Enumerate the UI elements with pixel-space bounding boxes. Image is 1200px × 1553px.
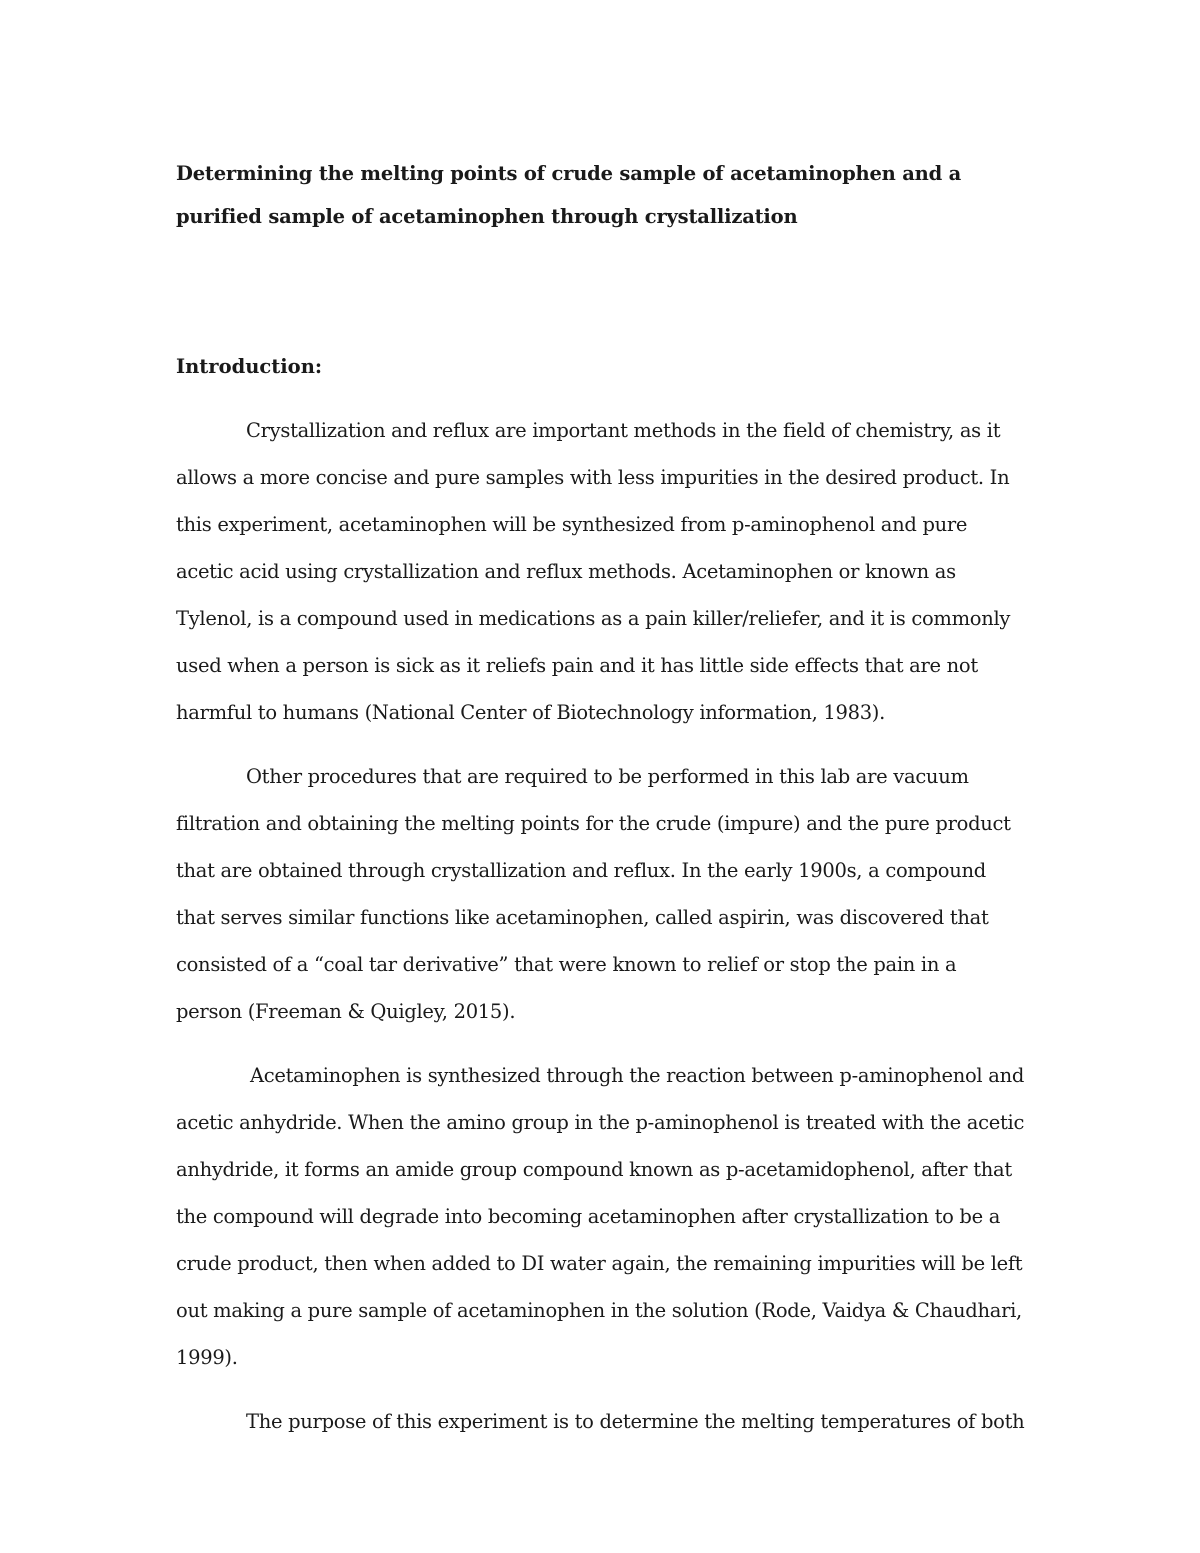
section-heading-introduction: Introduction: [176,355,323,378]
paragraph-4: The purpose of this experiment is to determine the melting temperatures of both [246,1410,1025,1433]
document-body [176,152,1026,1462]
paragraph-1: Crystallization and reflux are important methods in the field of chemistry, as it allows a more concise and pure samples with less impurities in the desired product. In this experiment, acetaminophen will be synthesized from p-aminophenol and pure acetic acid using crystallization and reflux methods. Acetaminophen or known as Tylenol, is a compound used in medications as a pain killer/reliefer, and it is commonly used when a person is sick as it reliefs pain and it has little side effects that are not harmful to humans (National Center of Biotechnology information, 1983). [176,419,1011,724]
document-title: Determining the melting points of crude sample of acetaminophen and a purified sample of acetaminophen through crystallization [176,162,962,228]
paragraph-2: Other procedures that are required to be performed in this lab are vacuum filtration and obtaining the melting points for the crude (impure) and the pure product that are obtained through crystallization and reflux. In the early 1900s, a compound that serves similar functions like acetaminophen, called aspirin, was discovered that consisted of a “coal tar derivative” that were known to relief or stop the pain in a person (Freeman & Quigley, 2015). [176,765,1011,1023]
paragraph-3: Acetaminophen is synthesized through the reaction between p-aminophenol and acetic anhydride. When the amino group in the p-aminophenol is treated with the acetic anhydride, it forms an amide group compound known as p-acetamidophenol, after that the compound will degrade into becoming acetaminophen after crystallization to be a crude product, then when added to DI water again, the remaining impurities will be left out making a pure sample of acetaminophen in the solution (Rode, Vaidya & Chaudhari, 1999). [176,1064,1025,1369]
